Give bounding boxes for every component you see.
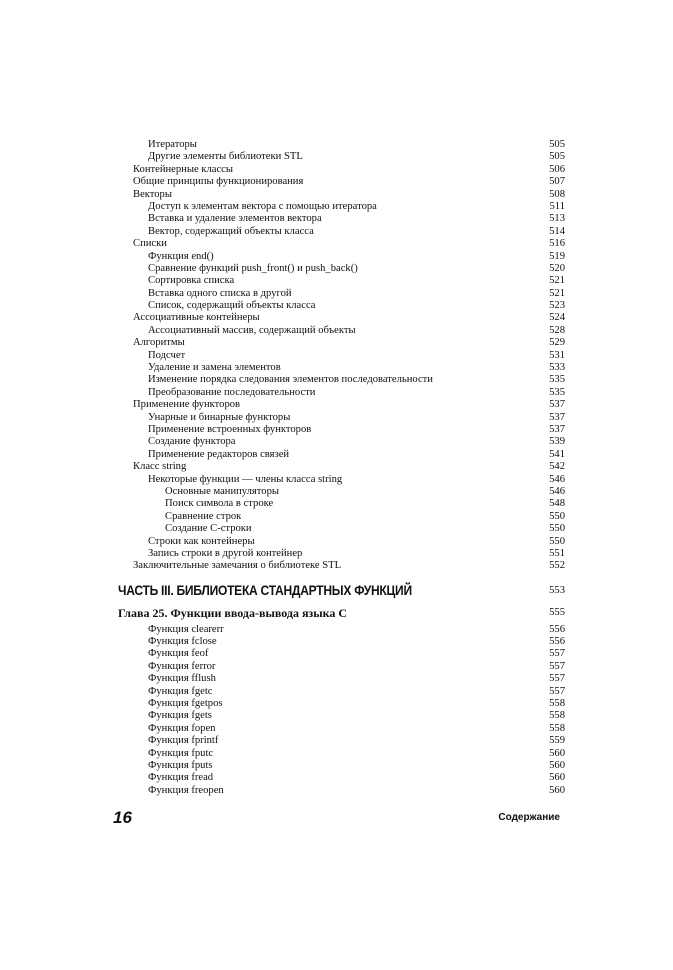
toc-entry[interactable] bbox=[133, 461, 565, 473]
toc-entry-page: 550 bbox=[549, 510, 565, 522]
toc-entry-page: 508 bbox=[549, 188, 565, 200]
table-of-contents bbox=[118, 139, 565, 797]
part-title: ЧАСТЬ III. БИБЛИОТЕКА СТАНДАРТНЫХ ФУНКЦИЙ bbox=[118, 581, 412, 598]
toc-entry-page: 513 bbox=[549, 213, 565, 225]
toc-entry[interactable] bbox=[133, 312, 565, 324]
toc-entry-title: Итераторы bbox=[148, 139, 197, 150]
toc-entry[interactable] bbox=[133, 288, 565, 300]
toc-entry[interactable] bbox=[133, 201, 565, 213]
toc-entry-page: 557 bbox=[549, 660, 565, 672]
toc-entry-title: Доступ к элементам вектора с помощью итератора bbox=[148, 200, 377, 212]
toc-entry[interactable] bbox=[133, 189, 565, 201]
toc-entry-title: Функция fclose bbox=[148, 636, 217, 648]
toc-entry[interactable] bbox=[133, 436, 565, 448]
page-number: 16 bbox=[113, 808, 132, 827]
toc-entry-page: 556 bbox=[549, 636, 565, 648]
toc-entry-page: 558 bbox=[549, 722, 565, 734]
toc-entry[interactable] bbox=[133, 449, 565, 461]
toc-entry-page: 523 bbox=[549, 300, 565, 312]
toc-entry-title: Основные манипуляторы bbox=[165, 485, 279, 497]
toc-entry-page: 559 bbox=[549, 735, 565, 747]
toc-entry-page: 505 bbox=[549, 139, 565, 150]
toc-entry-title: Алгоритмы bbox=[133, 337, 185, 349]
toc-entry-page: 506 bbox=[549, 163, 565, 175]
toc-entry-title: Векторы bbox=[133, 188, 172, 200]
toc-part-heading[interactable] bbox=[118, 575, 565, 605]
toc-entry[interactable] bbox=[133, 523, 565, 535]
toc-entry[interactable] bbox=[133, 686, 565, 698]
toc-entry[interactable] bbox=[133, 424, 565, 436]
toc-entry-page: 560 bbox=[549, 784, 565, 796]
toc-entry-title: Некоторые функции — члены класса string bbox=[148, 473, 343, 485]
chapter-page: 555 bbox=[549, 606, 565, 618]
toc-entry[interactable] bbox=[133, 760, 565, 772]
toc-entry[interactable] bbox=[133, 362, 565, 374]
toc-entry-page: 556 bbox=[549, 623, 565, 635]
toc-entry-page: 537 bbox=[549, 411, 565, 423]
chapter-title: Глава 25. Функции ввода-вывода языка С bbox=[118, 605, 348, 620]
toc-entry-title: Запись строки в другой контейнер bbox=[148, 547, 303, 559]
toc-entry[interactable] bbox=[133, 399, 565, 411]
toc-entry[interactable] bbox=[133, 263, 565, 275]
toc-entry-title: Применение редакторов связей bbox=[148, 448, 290, 460]
toc-entry-title: Функция fprintf bbox=[148, 735, 219, 747]
toc-entry-page: 546 bbox=[549, 473, 565, 485]
toc-entry-title: Применение встроенных функторов bbox=[148, 423, 312, 435]
toc-entry-page: 537 bbox=[549, 423, 565, 435]
toc-entry-page: 537 bbox=[549, 399, 565, 411]
toc-entry-page: 558 bbox=[549, 710, 565, 722]
toc-entry-page: 507 bbox=[549, 176, 565, 188]
toc-entry-title: Создание функтора bbox=[148, 436, 236, 448]
toc-entry-page: 546 bbox=[549, 485, 565, 497]
toc-entry-title: Другие элементы библиотеки STL bbox=[148, 151, 303, 163]
toc-entry-title: Функция fgets bbox=[148, 710, 212, 722]
toc-entry-page: 558 bbox=[549, 698, 565, 710]
toc-entry-title: Общие принципы функционирования bbox=[133, 176, 304, 188]
toc-entry-page: 560 bbox=[549, 772, 565, 784]
toc-entry-title: Поиск символа в строке bbox=[165, 498, 274, 510]
toc-entry[interactable] bbox=[133, 486, 565, 498]
toc-entry[interactable] bbox=[133, 710, 565, 722]
toc-entry-title: Вектор, содержащий объекты класса bbox=[148, 225, 314, 237]
toc-entry-title: Применение функторов bbox=[133, 399, 241, 411]
toc-entry-page: 550 bbox=[549, 523, 565, 535]
toc-entry-title: Списки bbox=[133, 238, 167, 250]
toc-entry-title: Удаление и замена элементов bbox=[148, 362, 281, 374]
toc-entry[interactable] bbox=[133, 387, 565, 399]
toc-entry-page: 521 bbox=[549, 275, 565, 287]
toc-entry-title: Изменение порядка следования элементов последовательности bbox=[148, 374, 433, 386]
toc-entry-page: 542 bbox=[549, 461, 565, 473]
running-footer-title: Содержание bbox=[498, 812, 560, 823]
toc-entry-page: 548 bbox=[549, 498, 565, 510]
toc-entry[interactable] bbox=[133, 238, 565, 250]
toc-entry[interactable] bbox=[133, 636, 565, 648]
toc-entry-title: Вставка одного списка в другой bbox=[148, 287, 292, 299]
toc-entry[interactable] bbox=[133, 251, 565, 263]
toc-entry-title: Сортировка списка bbox=[148, 275, 235, 287]
toc-entry-title: Унарные и бинарные функторы bbox=[148, 411, 291, 423]
toc-entry-title: Ассоциативные контейнеры bbox=[133, 312, 260, 324]
toc-entry[interactable] bbox=[133, 785, 565, 797]
toc-entry-title: Функция ferror bbox=[148, 660, 216, 672]
toc-entry[interactable] bbox=[133, 374, 565, 386]
toc-entry[interactable] bbox=[133, 275, 565, 287]
toc-entry-title: Подсчет bbox=[148, 349, 186, 361]
toc-entry[interactable] bbox=[133, 511, 565, 523]
toc-entry[interactable] bbox=[133, 139, 565, 151]
toc-entry-title: Функция fgetc bbox=[148, 685, 213, 697]
toc-entry-title: Функция freopen bbox=[148, 784, 224, 796]
toc-entry-title: Функция end() bbox=[148, 250, 214, 262]
toc-entry-page: 535 bbox=[549, 386, 565, 398]
toc-entry[interactable] bbox=[133, 735, 565, 747]
toc-entry-title: Функция clearerr bbox=[148, 623, 224, 635]
toc-entry[interactable] bbox=[133, 698, 565, 710]
toc-entry[interactable] bbox=[133, 536, 565, 548]
toc-entry[interactable] bbox=[133, 474, 565, 486]
toc-entry-title: Функция fread bbox=[148, 772, 214, 784]
toc-entry-title: Создание С-строки bbox=[165, 523, 252, 535]
toc-entry-page: 511 bbox=[549, 200, 565, 212]
toc-entry-title: Контейнерные классы bbox=[133, 163, 233, 175]
toc-entry-page: 516 bbox=[549, 238, 565, 250]
toc-entry[interactable] bbox=[133, 164, 565, 176]
toc-entry-title: Функция fopen bbox=[148, 722, 216, 734]
toc-entry-page: 519 bbox=[549, 250, 565, 262]
toc-entry[interactable] bbox=[133, 213, 565, 225]
toc-entry-page: 505 bbox=[549, 151, 565, 163]
toc-entry[interactable] bbox=[133, 548, 565, 560]
toc-entry-page: 557 bbox=[549, 673, 565, 685]
toc-chapter-heading[interactable] bbox=[118, 605, 565, 624]
toc-section-c-io bbox=[133, 624, 565, 797]
toc-entry[interactable] bbox=[133, 723, 565, 735]
toc-entry[interactable] bbox=[133, 151, 565, 163]
toc-entry-title: Функция fputs bbox=[148, 759, 213, 771]
toc-entry-page: 539 bbox=[549, 436, 565, 448]
toc-entry[interactable] bbox=[133, 648, 565, 660]
toc-entry-page: 531 bbox=[549, 349, 565, 361]
toc-entry[interactable] bbox=[133, 498, 565, 510]
toc-entry-page: 514 bbox=[549, 225, 565, 237]
toc-entry-page: 560 bbox=[549, 747, 565, 759]
toc-entry-page: 528 bbox=[549, 324, 565, 336]
toc-entry[interactable] bbox=[133, 624, 565, 636]
toc-entry-page: 529 bbox=[549, 337, 565, 349]
toc-entry-title: Сравнение функций push_front() и push_back() bbox=[148, 262, 358, 274]
toc-entry-page: 550 bbox=[549, 535, 565, 547]
toc-entry-title: Функция fflush bbox=[148, 673, 216, 685]
toc-entry-page: 552 bbox=[549, 560, 565, 572]
toc-entry-page: 551 bbox=[549, 547, 565, 559]
toc-entry-page: 533 bbox=[549, 362, 565, 374]
toc-entry-title: Ассоциативный массив, содержащий объекты bbox=[148, 324, 356, 336]
toc-entry-page: 560 bbox=[549, 759, 565, 771]
toc-entry-page: 541 bbox=[549, 448, 565, 460]
toc-entry[interactable] bbox=[133, 176, 565, 188]
toc-entry-title: Функция fgetpos bbox=[148, 698, 223, 710]
toc-entry[interactable] bbox=[133, 412, 565, 424]
toc-entry[interactable] bbox=[133, 350, 565, 362]
toc-section-stl bbox=[133, 139, 565, 573]
toc-entry-title: Строки как контейнеры bbox=[148, 535, 255, 547]
part-page: 553 bbox=[549, 584, 565, 596]
toc-entry[interactable] bbox=[133, 560, 565, 572]
toc-entry-page: 521 bbox=[549, 287, 565, 299]
toc-entry[interactable] bbox=[133, 337, 565, 349]
toc-entry-title: Список, содержащий объекты класса bbox=[148, 300, 316, 312]
toc-entry-page: 557 bbox=[549, 685, 565, 697]
toc-entry-title: Заключительные замечания о библиотеке STL bbox=[133, 560, 342, 572]
toc-entry[interactable] bbox=[133, 300, 565, 312]
toc-entry[interactable] bbox=[133, 673, 565, 685]
toc-entry-page: 520 bbox=[549, 262, 565, 274]
toc-entry-title: Функция fputc bbox=[148, 747, 214, 759]
toc-entry-page: 557 bbox=[549, 648, 565, 660]
toc-entry[interactable] bbox=[133, 748, 565, 760]
toc-entry-title: Класс string bbox=[133, 461, 187, 473]
toc-entry-title: Сравнение строк bbox=[165, 510, 242, 522]
toc-entry-page: 524 bbox=[549, 312, 565, 324]
toc-entry-title: Вставка и удаление элементов вектора bbox=[148, 213, 322, 225]
toc-entry-title: Преобразование последовательности bbox=[148, 386, 316, 398]
toc-entry[interactable] bbox=[133, 226, 565, 238]
toc-entry[interactable] bbox=[133, 772, 565, 784]
toc-entry[interactable] bbox=[133, 325, 565, 337]
toc-entry[interactable] bbox=[133, 661, 565, 673]
toc-entry-page: 535 bbox=[549, 374, 565, 386]
toc-entry-title: Функция feof bbox=[148, 648, 209, 660]
